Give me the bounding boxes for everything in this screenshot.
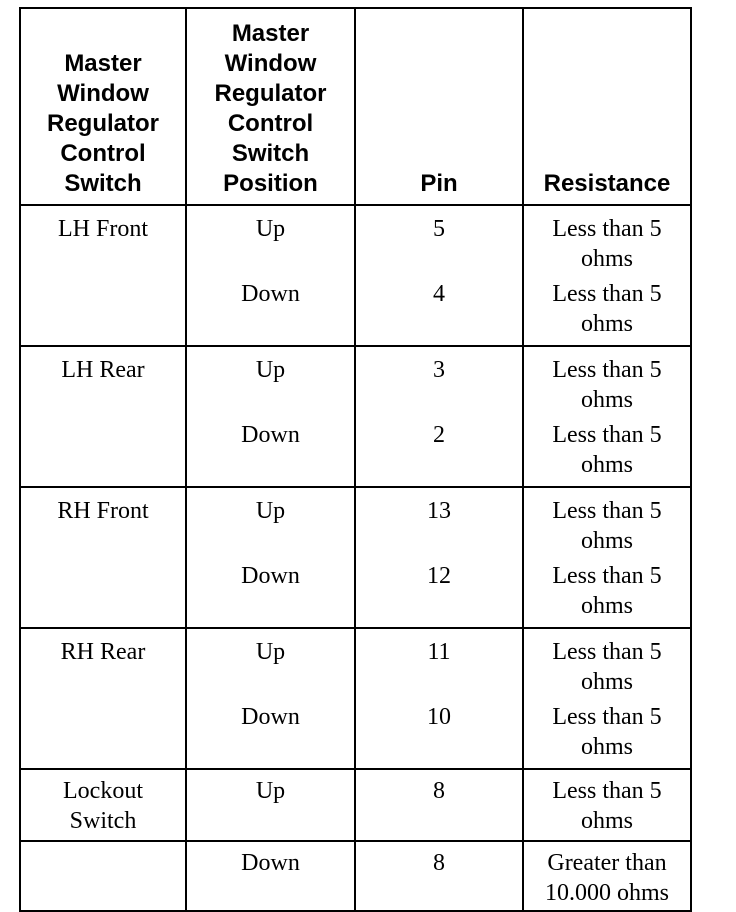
cell-resistance	[523, 487, 691, 556]
table-row	[20, 697, 691, 769]
cell-resistance	[523, 628, 691, 697]
resistance-value: Less than 5 ohms	[552, 422, 662, 478]
cell-pin: 4	[355, 274, 523, 346]
header-switch: Master Window Regulator Control Switch	[20, 8, 186, 205]
resistance-value: Less than 5 ohms	[552, 216, 662, 272]
cell-switch: RH Front	[20, 487, 186, 556]
table-row	[20, 556, 691, 628]
header-position: Master Window Regulator Control Switch Position	[186, 8, 355, 205]
cell-position: Up	[186, 487, 355, 556]
cell-switch	[20, 697, 186, 769]
resistance-value: Less than 5 ohms	[552, 563, 662, 619]
cell-switch: RH Rear	[20, 628, 186, 697]
cell-resistance	[523, 346, 691, 415]
table-row	[20, 487, 691, 556]
cell-pin: 13	[355, 487, 523, 556]
resistance-value: Less than 5 ohms	[552, 704, 662, 760]
cell-switch	[20, 274, 186, 346]
resistance-value: Less than 5 ohms	[552, 778, 662, 834]
cell-position: Down	[186, 415, 355, 487]
resistance-value: Less than 5 ohms	[552, 357, 662, 413]
resistance-value: Greater than 10.000 ohms	[544, 850, 669, 906]
cell-pin: 5	[355, 205, 523, 274]
table-row	[20, 769, 691, 841]
cell-position: Down	[186, 274, 355, 346]
cell-position: Down	[186, 841, 355, 911]
cell-position: Up	[186, 628, 355, 697]
table-row	[20, 415, 691, 487]
cell-position: Up	[186, 769, 355, 841]
cell-position: Down	[186, 556, 355, 628]
cell-position: Up	[186, 205, 355, 274]
table-row	[20, 346, 691, 415]
cell-resistance	[523, 415, 691, 487]
cell-switch: LH Front	[20, 205, 186, 274]
cell-resistance	[523, 769, 691, 841]
cell-position: Down	[186, 697, 355, 769]
header-resistance: Resistance	[523, 8, 691, 205]
switch-value: Lockout Switch	[63, 778, 143, 834]
header-row	[20, 8, 691, 205]
cell-pin: 11	[355, 628, 523, 697]
cell-position: Up	[186, 346, 355, 415]
cell-switch: LH Rear	[20, 346, 186, 415]
cell-pin: 2	[355, 415, 523, 487]
cell-resistance	[523, 274, 691, 346]
cell-resistance	[523, 556, 691, 628]
table-row	[20, 628, 691, 697]
resistance-value: Less than 5 ohms	[552, 639, 662, 695]
cell-resistance	[523, 205, 691, 274]
resistance-value: Less than 5 ohms	[552, 281, 662, 337]
cell-switch	[20, 769, 186, 841]
cell-switch	[20, 556, 186, 628]
cell-pin: 3	[355, 346, 523, 415]
cell-switch	[20, 415, 186, 487]
cell-switch	[20, 841, 186, 911]
cell-resistance	[523, 841, 691, 911]
cell-pin: 12	[355, 556, 523, 628]
header-pin: Pin	[355, 8, 523, 205]
resistance-spec-table	[19, 7, 692, 912]
table-row	[20, 274, 691, 346]
table-row	[20, 205, 691, 274]
cell-pin: 8	[355, 769, 523, 841]
cell-pin: 8	[355, 841, 523, 911]
table-row	[20, 841, 691, 911]
cell-resistance	[523, 697, 691, 769]
cell-pin: 10	[355, 697, 523, 769]
resistance-value: Less than 5 ohms	[552, 498, 662, 554]
